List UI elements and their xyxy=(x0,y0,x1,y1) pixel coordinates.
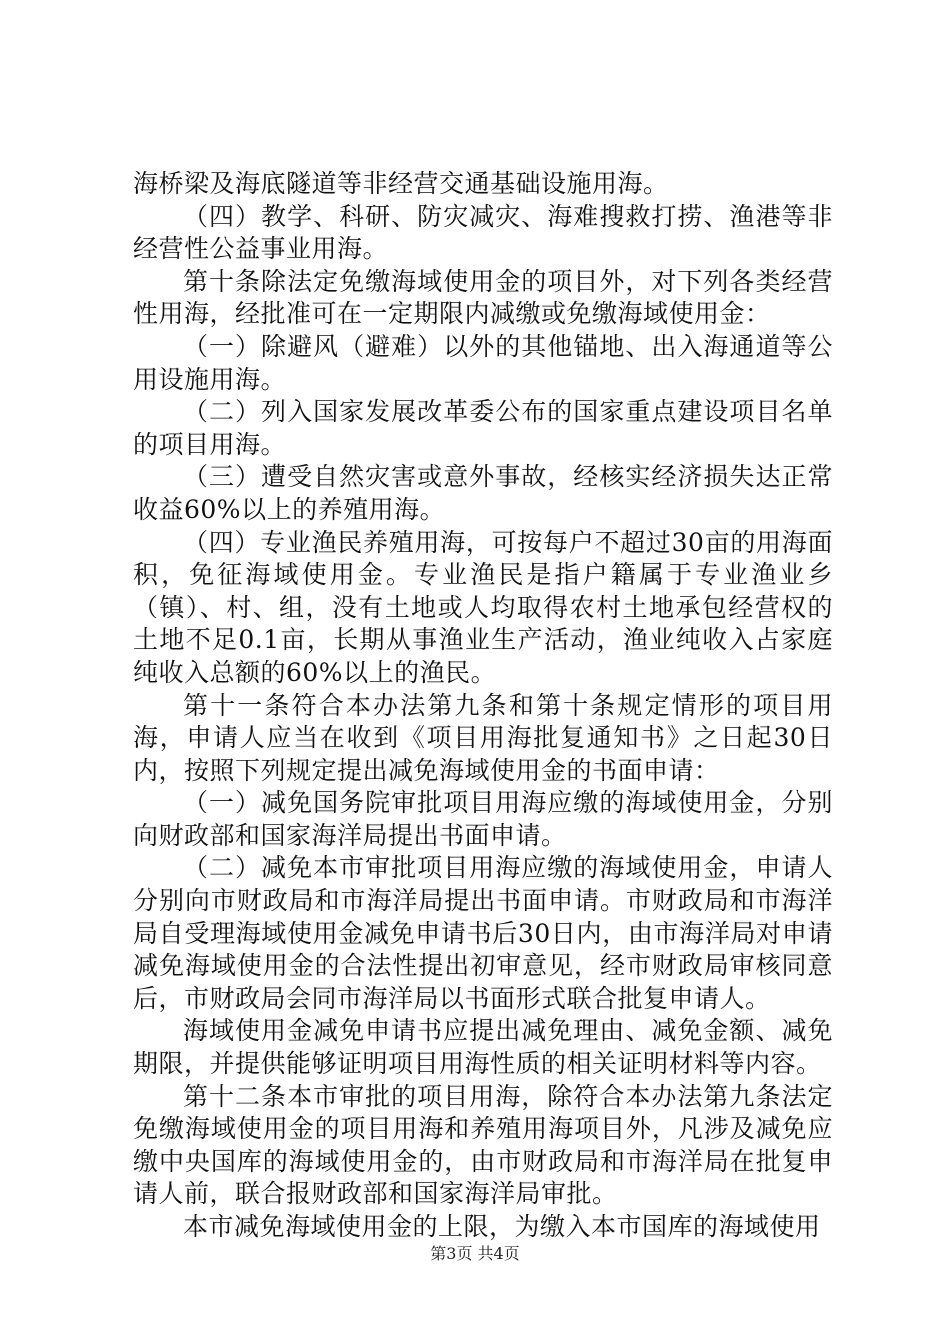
paragraph: 第十二条本市审批的项目用海，除符合本办法第九条法定免缴海域使用金的项目用海和养殖用海项目外，凡涉及减免应缴中央国库的海域使用金的，由市财政局和市海洋局在批复申请人前，联合报财政部和国家海洋局审批。 xyxy=(133,1081,833,1209)
document-body xyxy=(133,168,833,1244)
paragraph: （四）专业渔民养殖用海，可按每户不超过30亩的用海面积，免征海域使用金。专业渔民是指户籍属于专业渔业乡（镇）、村、组，没有土地或人均取得农村土地承包经营权的土地不足0.1亩，长期从事渔业生产活动，渔业纯收入占家庭纯收入总额的60%以上的渔民。 xyxy=(133,527,833,687)
page-number-label: 第3页 共4页 xyxy=(430,1244,520,1263)
paragraph: 本市减免海域使用金的上限，为缴入本市国库的海域使用 xyxy=(183,1212,821,1241)
paragraph: 海域使用金减免申请书应提出减免理由、减免金额、减免期限，并提供能够证明项目用海性质的相关证明材料等内容。 xyxy=(133,1016,833,1079)
paragraph: 第十条除法定免缴海域使用金的项目外，对下列各类经营性用海，经批准可在一定期限内减缴或免缴海域使用金： xyxy=(133,266,833,329)
paragraph: 海桥梁及海底隧道等非经营交通基础设施用海。 xyxy=(133,169,669,198)
paragraph: （三）遭受自然灾害或意外事故，经核实经济损失达正常收益60%以上的养殖用海。 xyxy=(133,462,833,524)
paragraph: （四）教学、科研、防灾减灾、海难搜救打捞、渔港等非经营性公益事业用海。 xyxy=(133,201,833,264)
paragraph: （二）减免本市审批项目用海应缴的海域使用金，申请人分别向市财政局和市海洋局提出书面申请。市财政局和市海洋局自受理海域使用金减免申请书后30日内，由市海洋局对申请减免海域使用金的合法性提出初审意见，经市财政局审核同意后，市财政局会同市海洋局以书面形式联合批复申请人。 xyxy=(133,853,833,1013)
page-footer xyxy=(0,1244,950,1264)
paragraph: 第十一条符合本办法第九条和第十条规定情形的项目用海，申请人应当在收到《项目用海批复通知书》之日起30日内，按照下列规定提出减免海域使用金的书面申请： xyxy=(133,690,833,785)
paragraph: （一）减免国务院审批项目用海应缴的海域使用金，分别向财政部和国家海洋局提出书面申请。 xyxy=(133,788,833,850)
paragraph: （二）列入国家发展改革委公布的国家重点建设项目名单的项目用海。 xyxy=(133,397,833,459)
paragraph: （一）除避风（避难）以外的其他锚地、出入海通道等公用设施用海。 xyxy=(133,331,833,394)
